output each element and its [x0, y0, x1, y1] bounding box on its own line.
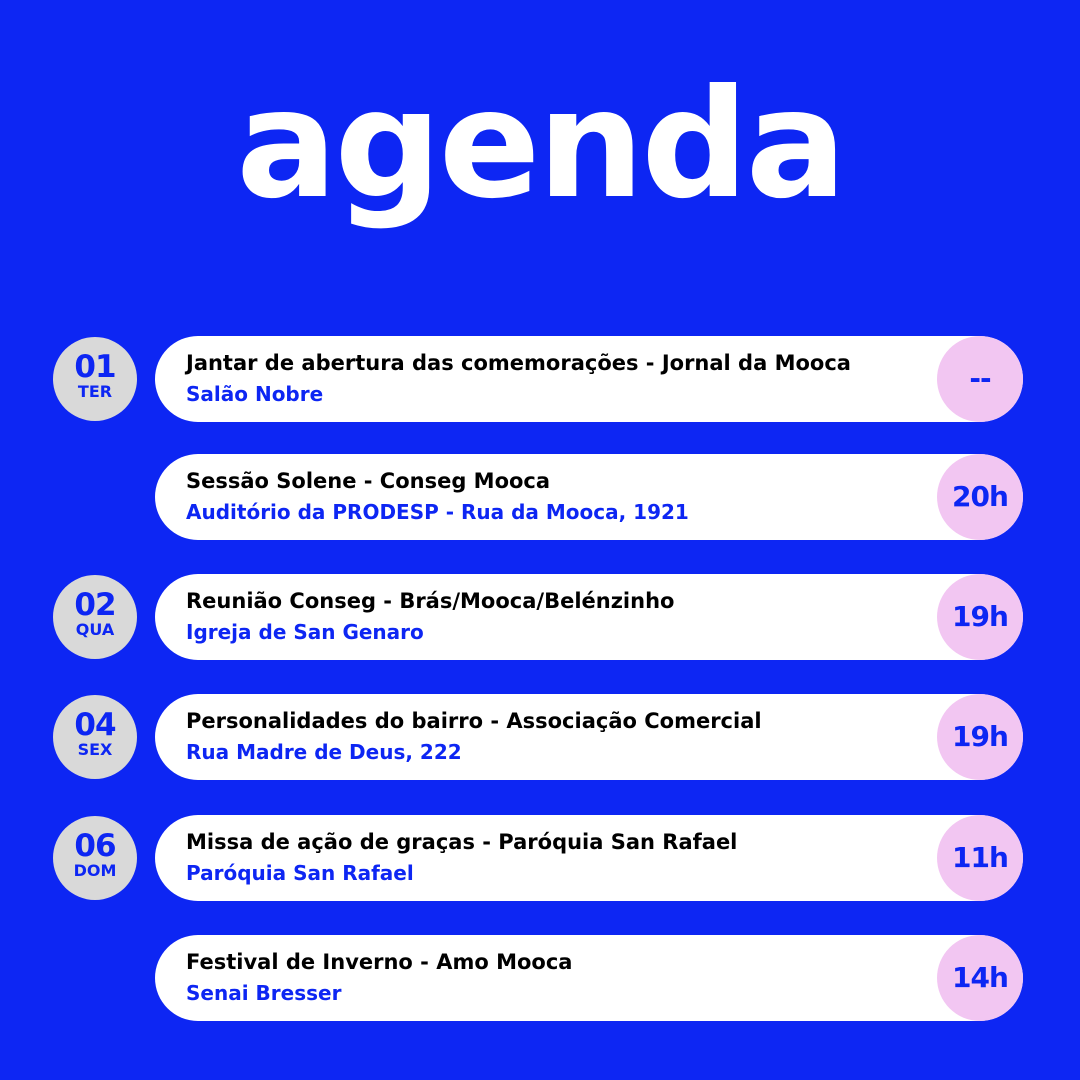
date-weekday: DOM: [73, 861, 117, 880]
agenda-row: [0, 815, 1080, 901]
event-time-badge: 19h: [937, 694, 1023, 780]
event-card: [155, 336, 1023, 422]
event-title: Jantar de abertura das comemorações - Jornal da Mooca: [186, 351, 851, 375]
date-day: 01: [74, 349, 116, 385]
event-location: Senai Bresser: [186, 981, 342, 1005]
event-time-badge: --: [937, 336, 1023, 422]
event-time-badge: 20h: [937, 454, 1023, 540]
agenda-row: [0, 935, 1080, 1021]
event-location: Igreja de San Genaro: [186, 620, 424, 644]
event-title: Sessão Solene - Conseg Mooca: [186, 469, 551, 493]
event-location: Auditório da PRODESP - Rua da Mooca, 1921: [186, 500, 689, 524]
event-title: Personalidades do bairro - Associação Comercial: [186, 709, 762, 733]
date-day: 04: [74, 707, 116, 743]
date-day: 02: [74, 587, 116, 623]
date-weekday: QUA: [75, 620, 115, 639]
agenda-row: [0, 694, 1080, 780]
date-weekday: TER: [77, 382, 113, 401]
event-location: Paróquia San Rafael: [186, 861, 414, 885]
agenda-row: [0, 336, 1080, 422]
date-badge: [53, 575, 137, 659]
event-card: [155, 694, 1023, 780]
date-badge: [53, 695, 137, 779]
date-badge: [53, 816, 137, 900]
event-card: [155, 935, 1023, 1021]
date-day: 06: [74, 828, 116, 864]
event-title: Reunião Conseg - Brás/Mooca/Belénzinho: [186, 589, 675, 613]
event-time-badge: 11h: [937, 815, 1023, 901]
event-title: Festival de Inverno - Amo Mooca: [186, 950, 573, 974]
event-location: Salão Nobre: [186, 382, 324, 406]
event-time-badge: 19h: [937, 574, 1023, 660]
event-card: [155, 815, 1023, 901]
date-weekday: SEX: [77, 740, 113, 759]
event-title: Missa de ação de graças - Paróquia San Rafael: [186, 830, 738, 854]
page-title: agenda: [236, 58, 844, 232]
agenda-row: [0, 454, 1080, 540]
agenda-row: [0, 574, 1080, 660]
event-time-badge: 14h: [937, 935, 1023, 1021]
event-card: [155, 454, 1023, 540]
date-badge: [53, 337, 137, 421]
event-card: [155, 574, 1023, 660]
event-location: Rua Madre de Deus, 222: [186, 740, 462, 764]
